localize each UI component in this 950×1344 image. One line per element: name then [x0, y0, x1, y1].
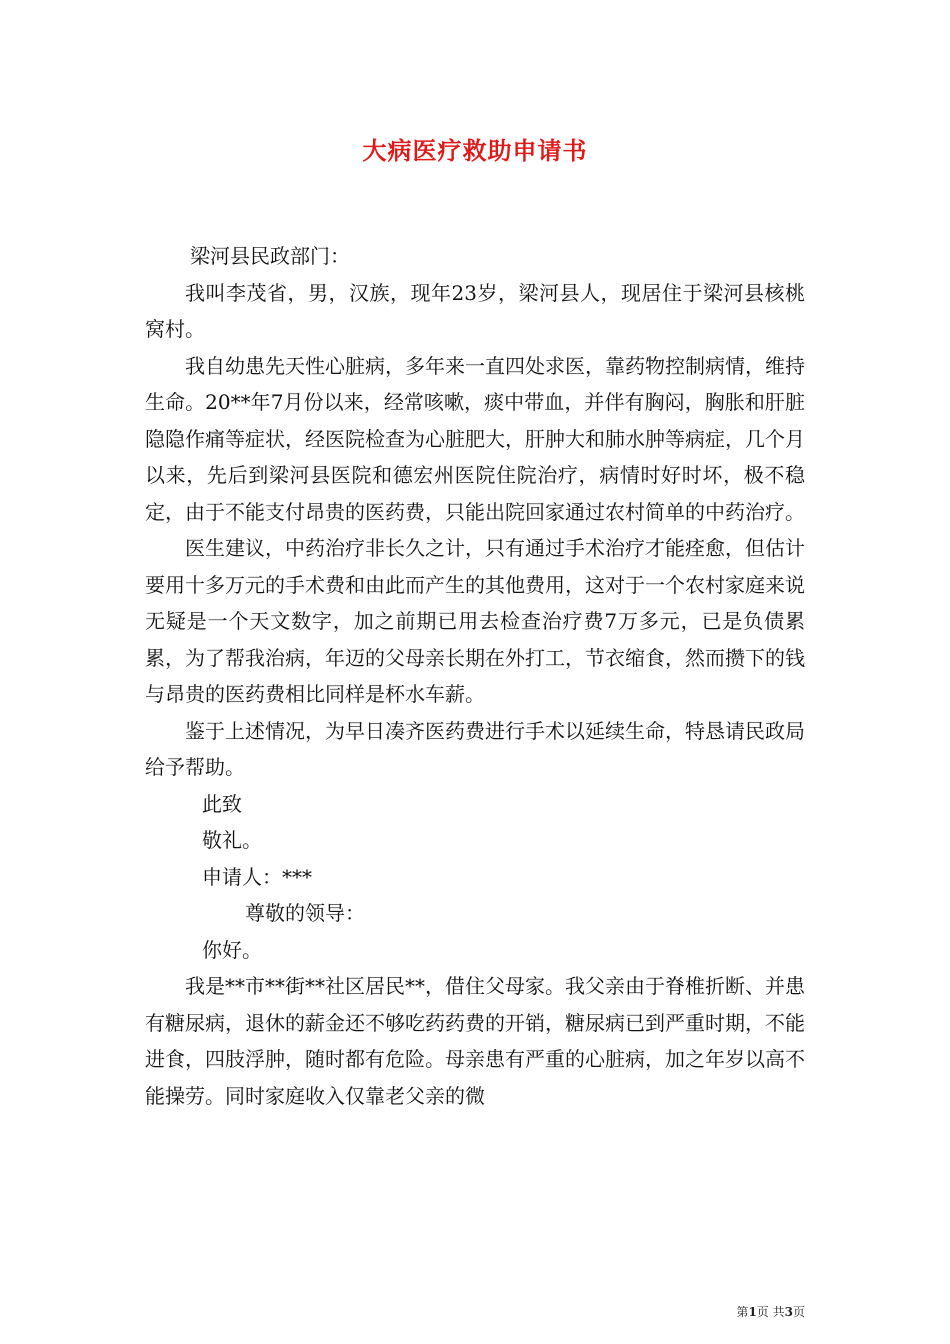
document-title: 大病医疗救助申请书	[362, 136, 588, 165]
closing-line-2: 敬礼。	[202, 828, 262, 852]
paragraph-illness: 我自幼患先天性心脏病，多年来一直四处求医，靠药物控制病情，维持生命。20**年7月份以来，经常咳嗽，痰中带血，并伴有胸闷，胸胀和肝脏隐隐作痛等症状，经医院检查为心脏肥大，肝肿大和肺水肿等病症，几个月以来，先后到梁河县医院和德宏州医院住院治疗，病情时好时坏，极不稳定，由于不能支付昂贵的医药费，只能出院回家通过农村简单的中药治疗。	[145, 353, 805, 524]
second-salutation: 尊敬的领导：	[245, 901, 365, 925]
paragraph-cost: 医生建议，中药治疗非长久之计，只有通过手术治疗才能痊愈，但估计要用十多万元的手术费和由此而产生的其他费用，这对于一个农村家庭来说无疑是一个天文数字，加之前期已用去检查治疗费7万多元，已是负债累累，为了帮我治病，年迈的父母亲长期在外打工，节衣缩食，然而攒下的钱与昂贵的医药费相比同样是杯水车薪。	[145, 536, 805, 706]
page-footer	[0, 1303, 950, 1320]
greeting-line: 你好。	[202, 937, 262, 962]
applicant-line: 申请人：***	[202, 864, 312, 889]
footer-prefix: 第	[736, 1305, 749, 1319]
closing-line-1: 此致	[202, 791, 242, 816]
footer-page-number: 1	[748, 1305, 757, 1319]
footer-total-pages: 3	[784, 1305, 793, 1319]
paragraph-second-letter: 我是**市**街**社区居民**，借住父母家。我父亲由于脊椎折断、并患有糖尿病，退休的薪金还不够吃药药费的开销，糖尿病已到严重时期，不能进食，四肢浮肿，随时都有危险。母亲患有严重的心脏病，加之年岁以高不能操劳。同时家庭收入仅靠老父亲的微	[145, 974, 805, 1108]
footer-suffix: 页	[792, 1305, 805, 1319]
recipient-line: 梁河县民政部门：	[190, 244, 350, 268]
document-body	[145, 238, 805, 1114]
footer-middle: 页 共	[756, 1305, 785, 1319]
paragraph-request: 鉴于上述情况，为早日凑齐医药费进行手术以延续生命，特恳请民政局给予帮助。	[145, 718, 805, 779]
paragraph-intro: 我叫李茂省，男，汉族，现年23岁，梁河县人，现居住于梁河县核桃窝村。	[145, 280, 805, 341]
